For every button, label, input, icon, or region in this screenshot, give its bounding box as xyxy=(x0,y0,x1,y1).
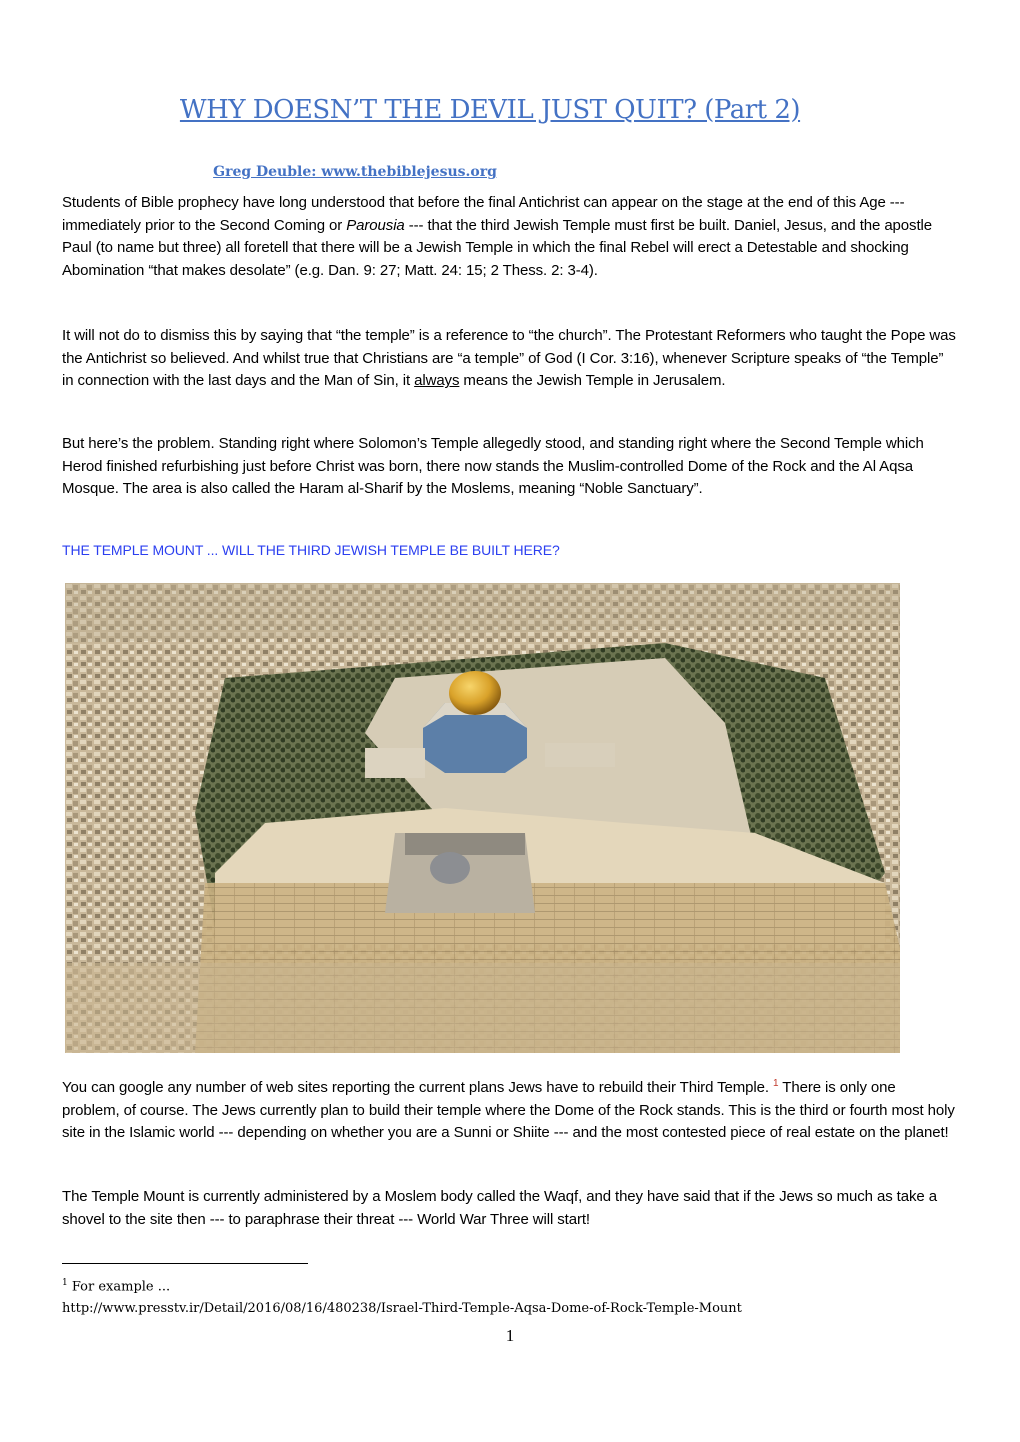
temple-mount-aerial-photo xyxy=(65,583,900,1053)
page-number: 1 xyxy=(505,1326,515,1345)
paragraph-text: means the Jewish Temple in Jerusalem. xyxy=(459,372,726,390)
paragraph-text: Students of Bible prophecy have long understood that before the final Antichrist can appear on the stage at the end of this Age --- immediately prior to the Second Coming or xyxy=(62,194,905,234)
footnote xyxy=(62,1272,742,1320)
underlined-word: always xyxy=(414,372,460,390)
footnote-number: 1 xyxy=(62,1278,68,1288)
italic-term: Parousia xyxy=(346,216,405,234)
footnote-reference[interactable]: 1 xyxy=(773,1078,779,1089)
paragraph-text: You can google any number of web sites reporting the current plans Jews have to rebuild their Third Temple. xyxy=(62,1079,774,1096)
paragraph-waqf: The Temple Mount is currently administered by a Moslem body called the Waqf, and they have said that if the Jews so much as take a shovel to the site then --- to paraphrase their threat --- World War Three will start! xyxy=(62,1188,937,1228)
paragraph-text: It will not do to dismiss this by saying that “the temple” is a reference to “the church”. The Protestant Reformers who taught the Pope was the Antichrist so believed. And whilst true that Christians are “a temple” of God (I Cor. 3:16), whenever Scripture speaks of “the Temple” in connection with the last days and the Man of Sin, it xyxy=(62,327,956,390)
footnote-link[interactable]: http://www.presstv.ir/Detail/2016/08/16/480238/Israel-Third-Temple-Aqsa-Dome-of-Rock-Temple-Mount xyxy=(62,1301,742,1317)
paragraph-third-temple-plans xyxy=(62,1077,957,1145)
paragraph-problem: But here’s the problem. Standing right where Solomon’s Temple allegedly stood, and standing right where the Second Temple which Herod finished refurbishing just before Christ was born, there now stands the Muslim-controlled Dome of the Rock and the Al Aqsa Mosque. The area is also called the Haram al-Sharif by the Moslems, meaning “Noble Sanctuary”. xyxy=(62,435,924,498)
paragraph-intro xyxy=(62,192,957,282)
footnote-text: For example ... xyxy=(67,1279,171,1295)
section-heading: THE TEMPLE MOUNT ... WILL THE THIRD JEWISH TEMPLE BE BUILT HERE? xyxy=(62,542,560,558)
document-title: WHY DOESN’T THE DEVIL JUST QUIT? (Part 2) xyxy=(179,95,801,125)
paragraph-text: There is only one problem, of course. The Jews currently plan to build their temple where the Dome of the Rock stands. This is the third or fourth most holy site in the Islamic world --- depending on whether you are a Sunni or Shiite --- and the most contested piece of real estate on the planet! xyxy=(62,1079,955,1142)
footnote-separator xyxy=(62,1263,308,1264)
author-byline[interactable]: Greg Deuble: www.thebiblejesus.org xyxy=(213,164,497,180)
paragraph-temple-church xyxy=(62,325,957,393)
paragraph-text: --- that the third Jewish Temple must first be built. Daniel, Jesus, and the apostle Paul (to name but three) all foretell that there will be a Jewish Temple in which the final Rebel will erect a Detestable and shocking Abomination “that makes desolate” (e.g. Dan. 9: 27; Matt. 24: 15; 2 Thess. 2: 3-4). xyxy=(62,216,932,279)
